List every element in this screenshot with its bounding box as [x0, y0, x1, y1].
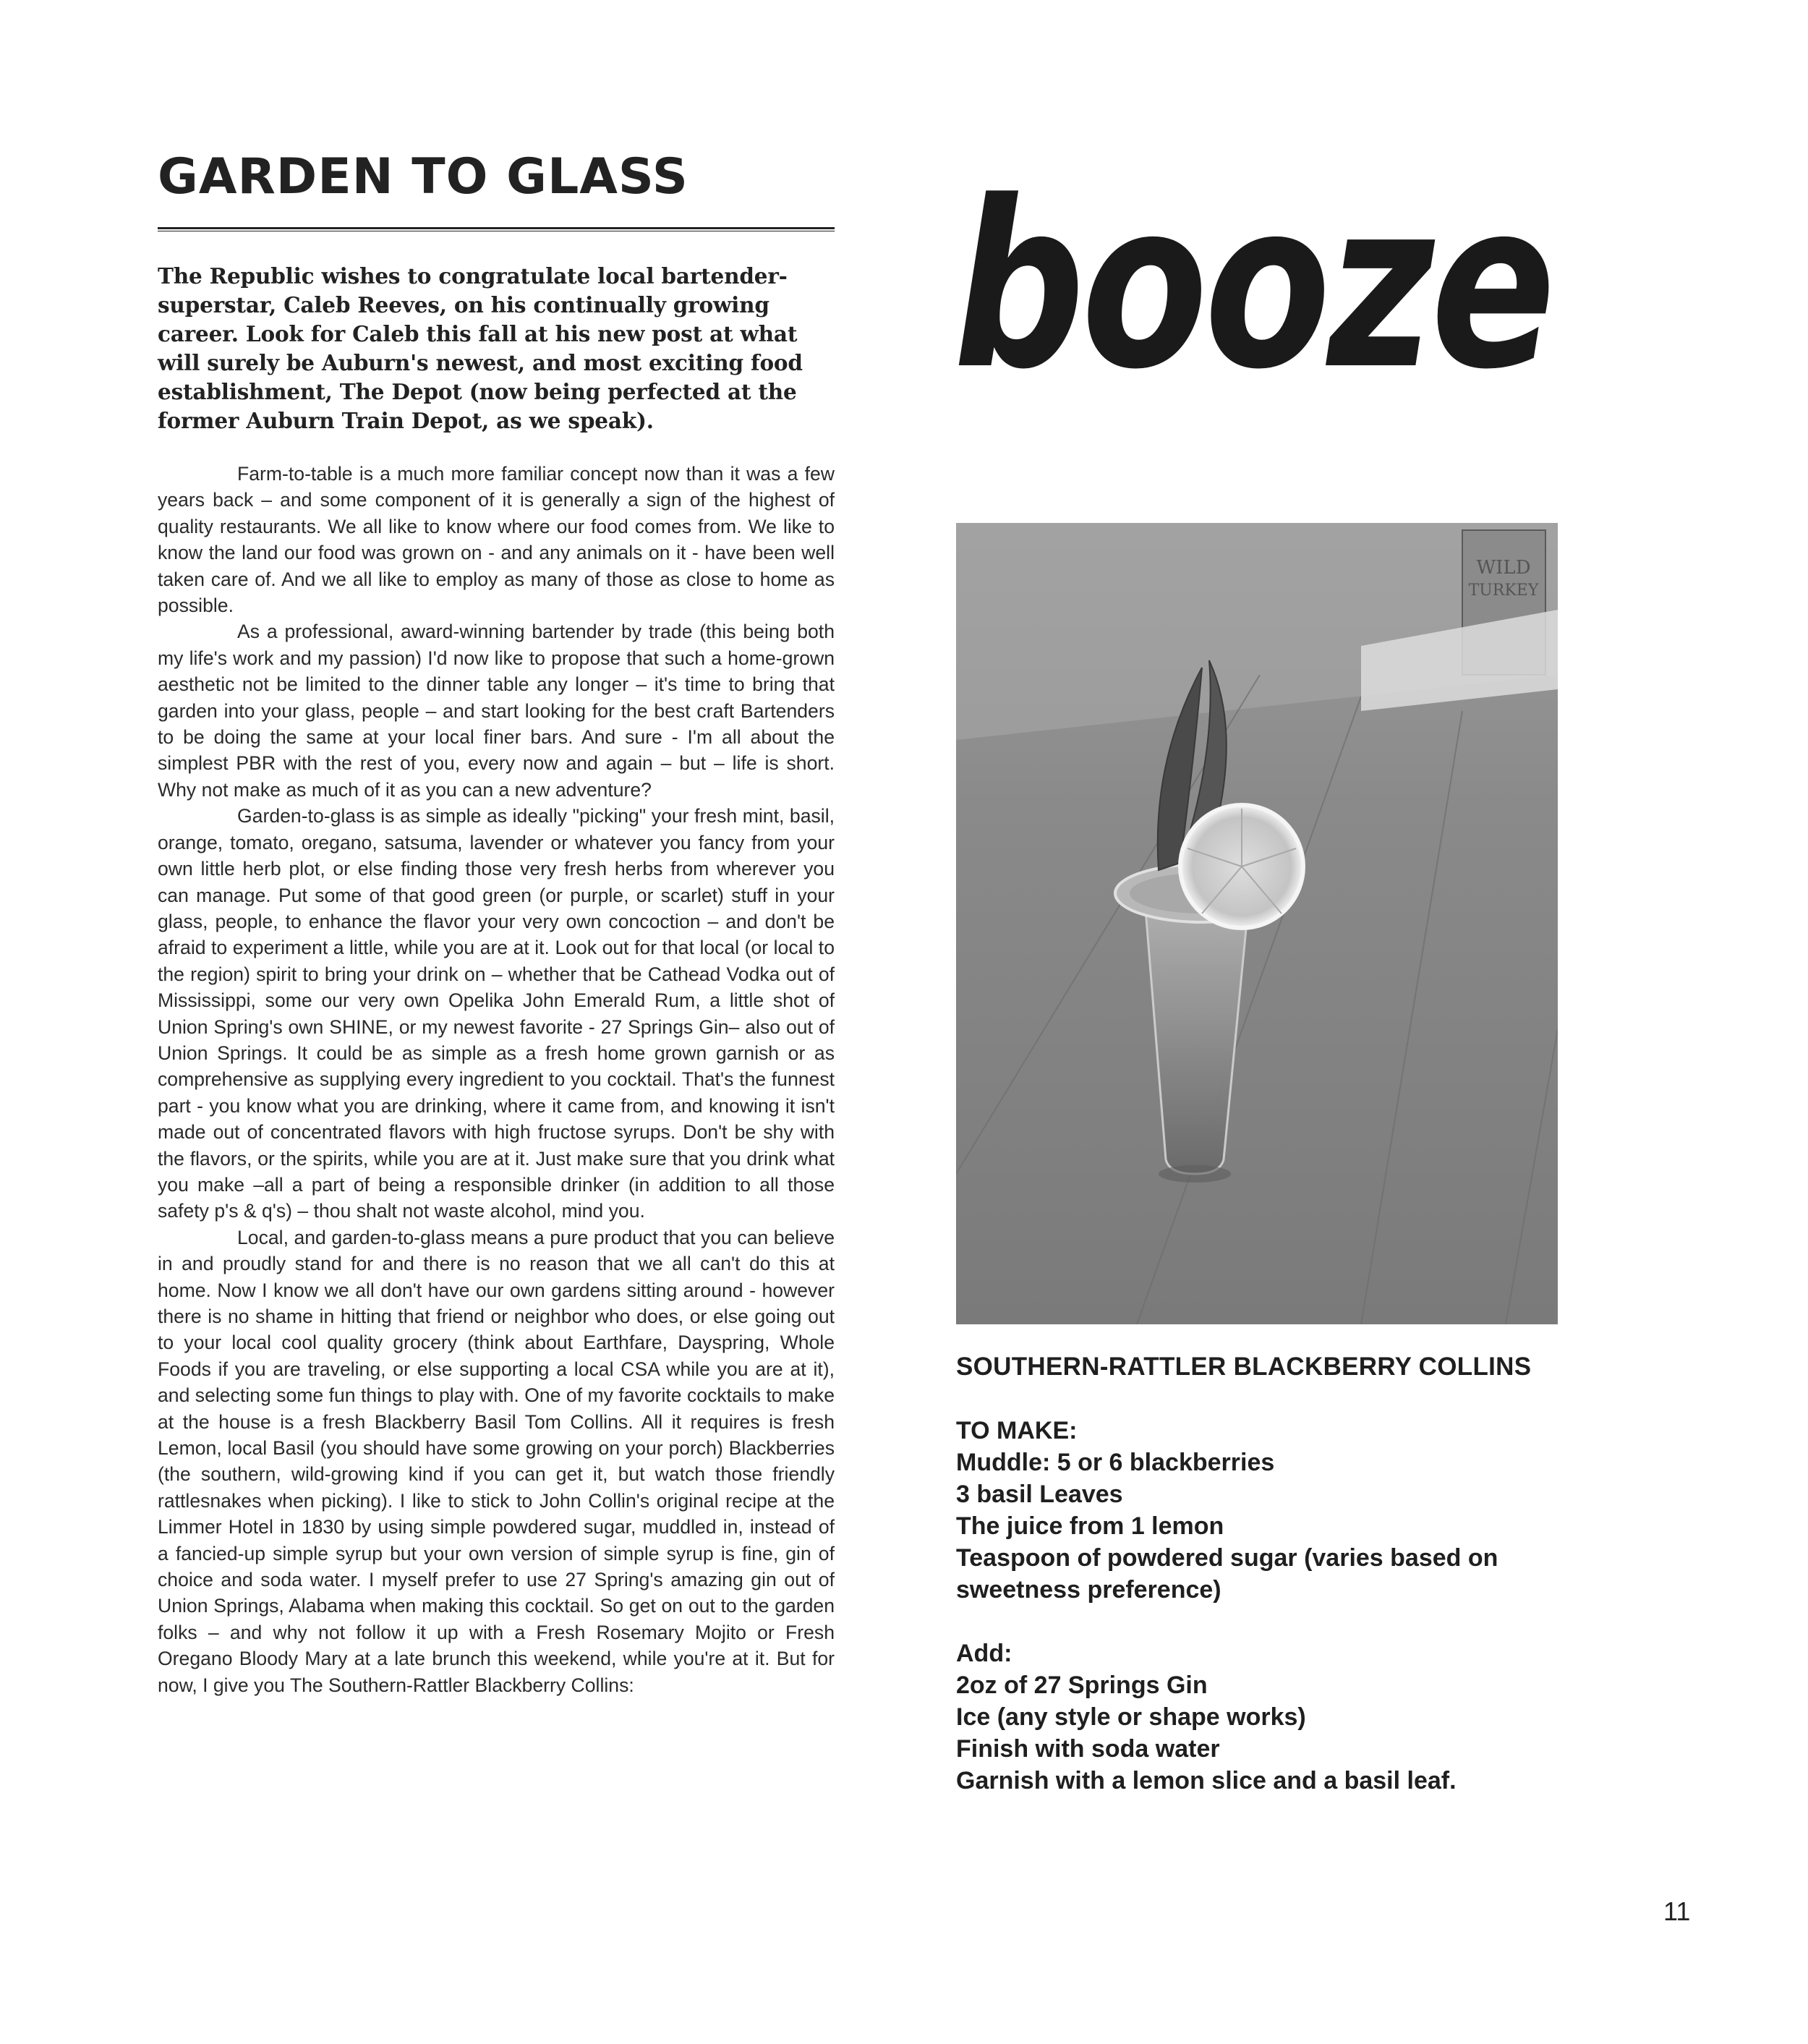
recipe-step: The juice from 1 lemon	[956, 1512, 1224, 1540]
recipe-step: Garnish with a lemon slice and a basil leaf.	[956, 1767, 1457, 1794]
svg-text:WILD: WILD	[1476, 557, 1531, 579]
recipe-step: 2oz of 27 Springs Gin	[956, 1672, 1208, 1699]
article-column	[158, 145, 835, 1698]
article-lede: The Republic wishes to congratulate local bartender-superstar, Caleb Reeves, on his continually growing career. Look for Caleb this fall at his new post at what will surely be Auburn's newest, and most exciting food establishment, The Depot (now being perfected at the former Auburn Train Depot, as we speak).	[158, 263, 803, 433]
headline-rule	[158, 227, 835, 231]
page-number: 11	[1663, 1896, 1691, 1926]
body-paragraph: Farm-to-table is a much more familiar concept now than it was a few years back – and some component of it is generally a sign of the highest of quality restaurants. We all like to know where our food comes from. We like to know the land our food was grown on - and any animals on it - have been well taken care of. And we all like to employ as many of those as close to home as possible.	[158, 463, 835, 617]
svg-text:TURKEY: TURKEY	[1468, 582, 1539, 600]
article-body	[158, 461, 835, 1698]
article-headline: GARDEN TO GLASS	[158, 148, 688, 205]
body-paragraph: Local, and garden-to-glass means a pure product that you can believe in and proudly stand for and there is no reason that we all can't do this at home. Now I know we all don't have our own gardens sitting around - however there is no shame in hitting that friend or neighbor who does, or else going out to your local cool quality grocery (think about Earthfare, Dayspring, Whole Foods if you are traveling, or else supporting a local CSA while you are at it), and selecting some fun things to play with. One of my favorite cocktails to make at the house is a fresh Blackberry Basil Tom Collins. All it requires is fresh Lemon, local Basil (you should have some growing on your porch) Blackberries (the southern, wild-growing kind if you can get it, but watch those friendly rattlesnakes when picking). I like to stick to John Collin's original recipe at the Limmer Hotel in 1830 by using simple powdered sugar, muddled in, instead of a fancied-up simple syrup but your own version of simple syrup is fine, gin of choice and soda water. I myself prefer to use 27 Spring's amazing gin out of Union Springs, Alabama when making this cocktail. So get on out to the garden folks – and why not follow it up with a Fresh Rosemary Mojito or Fresh Oregano Bloody Mary at a late brunch this weekend, while you're at it. But for now, I give you The Southern-Rattler Blackberry Collins:	[158, 1226, 835, 1696]
body-paragraph: As a professional, award-winning bartender by trade (this being both my life's work and my passion) I'd now like to propose that such a home-grown aesthetic not be limited to the dinner table any longer – it's time to bring that garden into your glass, people – and start looking for the best craft Bartenders to be doing the same at your local finer bars. And sure - I'm all about the simplest PBR with the rest of you, every now and again – but – life is short. Why not make as much of it as you can a new adventure?	[158, 621, 835, 801]
recipe-step: 3 basil Leaves	[956, 1481, 1123, 1508]
recipe-step: Muddle: 5 or 6 blackberries	[956, 1449, 1275, 1476]
recipe-add-section	[956, 1638, 1607, 1797]
cocktail-photo	[956, 523, 1558, 1324]
recipe-make-section	[956, 1415, 1607, 1606]
recipe-step: Ice (any style or shape works)	[956, 1703, 1306, 1731]
section-masthead: booze	[953, 152, 1553, 420]
recipe-title: SOUTHERN-RATTLER BLACKBERRY COLLINS	[956, 1353, 1532, 1381]
recipe-step: Teaspoon of powdered sugar (varies based on sweetness preference)	[956, 1544, 1498, 1604]
recipe-step: Finish with soda water	[956, 1735, 1220, 1763]
recipe-add-heading: Add:	[956, 1640, 1012, 1667]
recipe-make-heading: TO MAKE:	[956, 1417, 1078, 1444]
body-paragraph: Garden-to-glass is as simple as ideally "picking" your fresh mint, basil, orange, tomato, oregano, satsuma, lavender or whatever you fancy from your own little herb plot, or else finding those very fresh herbs from wherever you can manage. Put some of that good green (or purple, or scarlet) stuff in your glass, people, to enhance the flavor your very own concoction – and don't be afraid to experiment a little, while you are at it. Look out for that local (or local to the region) spirit to bring your drink on – whether that be Cathead Vodka out of Mississippi, some our very own Opelika John Emerald Rum, a little shot of Union Spring's own SHINE, or my newest favorite - 27 Springs Gin– also out of Union Springs. It could be as simple as a fresh home grown garnish or as comprehensive as supplying every ingredient to you cocktail. That's the funnest part - you know what you are drinking, where it came from, and knowing it isn't made out of concentrated flavors with high fructose syrups. Don't be shy with the flavors, or the spirits, while you are at it. Just make sure that you drink what you make –all a part of being a responsible drinker (in addition to all those safety p's & q's) – thou shalt not waste alcohol, mind you.	[158, 805, 835, 1222]
recipe-card	[956, 1351, 1607, 1797]
